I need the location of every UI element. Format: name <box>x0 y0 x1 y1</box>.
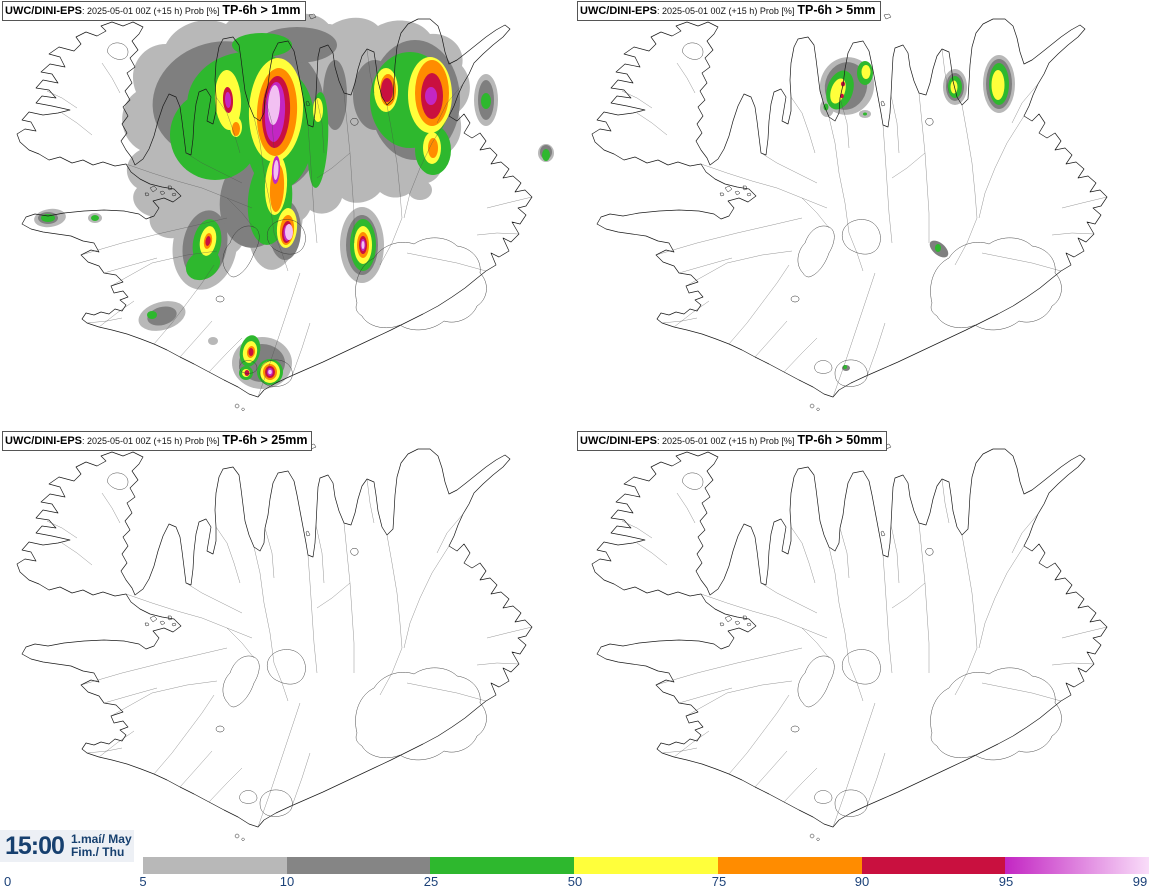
iceland-basemap <box>0 430 575 860</box>
colorbar-tick-label: 50 <box>567 874 583 889</box>
probability-region-p99 <box>362 241 365 249</box>
probability-overlay <box>33 11 554 389</box>
colorbar-tick-label: 75 <box>711 874 727 889</box>
panel-title <box>577 1 881 21</box>
probability-region-p50 <box>862 65 871 79</box>
valid-date-block <box>71 833 132 859</box>
valid-time-box <box>0 830 134 862</box>
probability-region-p5 <box>208 337 218 345</box>
colorbar-tick-label: 0 <box>4 874 12 889</box>
colorbar-tick-label: 10 <box>279 874 295 889</box>
colorbar-segment-5-10 <box>143 857 287 874</box>
probability-region-p95 <box>425 87 437 105</box>
probability-region-p50 <box>951 81 958 94</box>
colorbar-tick-label: 99 <box>1132 874 1148 889</box>
probability-overlay <box>813 51 1015 371</box>
colorbar-tick-label: 25 <box>423 874 439 889</box>
variable-label: TP-6h > 5mm <box>797 3 876 17</box>
basemap-use <box>592 444 1107 841</box>
probability-region-p99 <box>268 370 272 374</box>
run-info: : 2025-05-01 00Z (+15 h) Prob [%] <box>657 436 795 446</box>
probability-region-p25 <box>935 244 941 252</box>
probability-region-p25 <box>481 93 491 109</box>
basemap-use <box>17 444 532 841</box>
valid-date: 1.maí/ May <box>70 832 132 846</box>
colorbar-ticks <box>0 873 1150 891</box>
colorbar-tick-label: 5 <box>139 874 147 889</box>
model-name: UWC/DINI-EPS <box>5 435 82 447</box>
model-name: UWC/DINI-EPS <box>580 5 657 17</box>
variable-label: TP-6h > 50mm <box>797 433 883 447</box>
variable-label: TP-6h > 1mm <box>222 3 301 17</box>
valid-day: Fim./ Thu <box>70 845 125 859</box>
model-name: UWC/DINI-EPS <box>5 5 82 17</box>
forecast-panel-5mm <box>575 0 1150 430</box>
forecast-panel-25mm <box>0 430 575 860</box>
probability-region-p25 <box>232 33 292 57</box>
colorbar-segment-25-50 <box>430 857 574 874</box>
iceland-basemap <box>575 0 1150 430</box>
probability-colorbar <box>143 857 1149 874</box>
probability-region-p50 <box>992 70 1005 100</box>
panel-title <box>2 1 306 21</box>
probability-region-p25 <box>863 113 867 116</box>
probability-region-p25 <box>91 215 99 221</box>
colorbar-segment-10-25 <box>287 857 431 874</box>
probability-region-p25 <box>147 311 157 319</box>
colorbar-segment-90-95 <box>862 857 1006 874</box>
probability-region-p99 <box>285 224 293 240</box>
variable-label: TP-6h > 25mm <box>222 433 308 447</box>
colorbar-tick-label: 95 <box>998 874 1014 889</box>
panel-title <box>2 431 312 451</box>
colorbar-tick-label: 90 <box>854 874 870 889</box>
forecast-panel-1mm <box>0 0 575 430</box>
iceland-basemap <box>0 0 575 430</box>
run-info: : 2025-05-01 00Z (+15 h) Prob [%] <box>82 436 220 446</box>
colorbar-segment-75-90 <box>718 857 862 874</box>
model-name: UWC/DINI-EPS <box>580 435 657 447</box>
valid-time: 15:00 <box>5 831 64 860</box>
probability-region-p25 <box>542 149 550 161</box>
probability-region-p75 <box>232 122 240 136</box>
run-info: : 2025-05-01 00Z (+15 h) Prob [%] <box>657 6 795 16</box>
colorbar-segment-95-99 <box>1005 857 1149 874</box>
colorbar-segment-50-75 <box>574 857 718 874</box>
probability-region-p90 <box>249 348 254 356</box>
probability-region-p5 <box>408 180 432 200</box>
iceland-basemap <box>575 430 1150 860</box>
forecast-panel-50mm <box>575 430 1150 860</box>
panel-title <box>577 431 887 451</box>
run-info: : 2025-05-01 00Z (+15 h) Prob [%] <box>82 6 220 16</box>
